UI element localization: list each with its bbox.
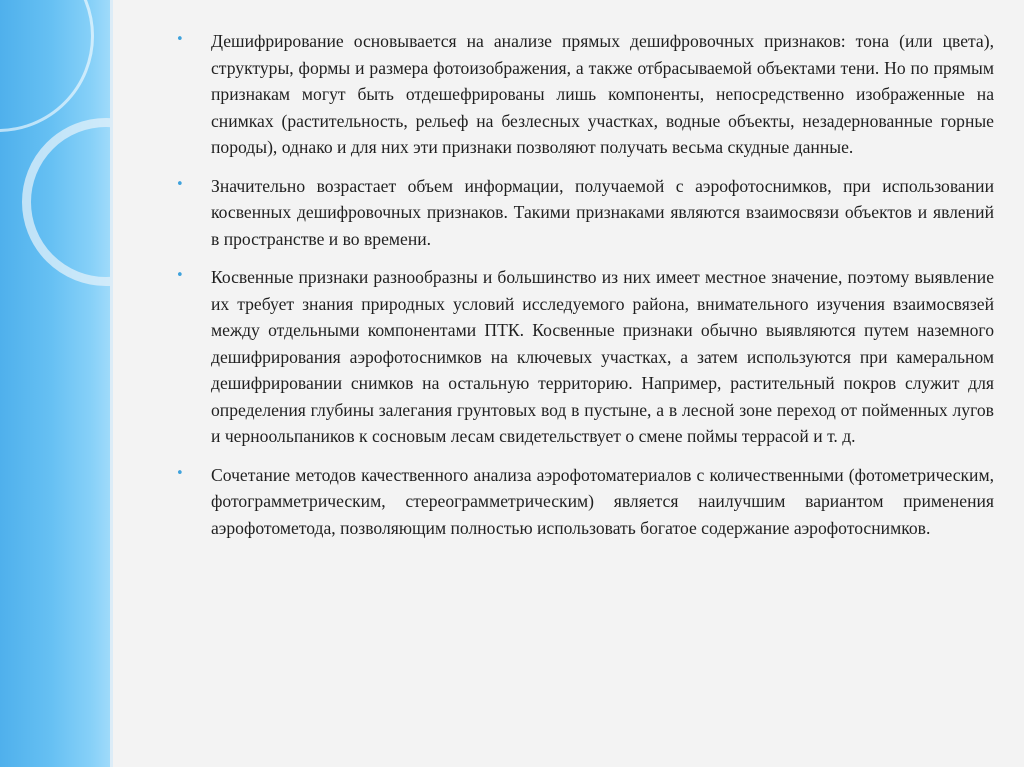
bullet-item [176,28,994,161]
paragraph-text: Дешифрирование основывается на анализе прямых дешифровочных признаков: тона (или цвета), структуры, формы и размера фотоизображения, а также отбрасываемой объектами тени. Но по прямым признакам могут быть отдешефрированы лишь компоненты, непосредственно изображенные на снимках (растительность, рельеф на безлесных участках, водные объекты, незадернованные горные породы), однако и для них эти признаки позволяют получать весьма скудные данные. [211,31,994,157]
paragraph-text: Косвенные признаки разнообразны и большинство из них имеет местное значение, поэтому выявление их требует знания природных условий исследуемого района, внимательного изучения взаимосвязей между отдельными компонентами ПТК. Косвенные признаки обычно выявляются путем наземного дешифрирования аэрофотоснимков на ключевых участках, а затем используются при камеральном дешифрировании снимков на остальную территорию. Например, растительный покров служит для определения глубины залегания грунтовых вод в пустыне, а в лесной зоне переход от пойменных лугов и черноольпаников к сосновым лесам свидетельствует о смене поймы террасой и т. д. [211,267,994,446]
bullet-icon: • [176,176,184,192]
bullet-item [176,173,994,253]
decorative-side-band [0,0,113,767]
bullet-item [176,264,994,450]
bullet-icon: • [176,32,184,47]
paragraph-text: Значительно возрастает объем информации, получаемой с аэрофотоснимков, при использовании косвенных дешифровочных признаков. Такими признаками являются взаимосвязи объектов и явлений в пространстве и во времени. [211,175,994,249]
decorative-ring-middle [22,118,113,286]
bullet-item [176,462,994,542]
bullet-icon: • [176,268,184,283]
decorative-ring-top [0,0,94,132]
bullet-icon: • [176,465,184,481]
paragraph-text: Сочетание методов качественного анализа аэрофотоматериалов с количественными (фотометрическим, фотограмметрическим, стереограмметрическим) является наилучшим вариантом применения аэрофотометода, позволяющим полностью использовать богатое содержание аэрофотоснимков. [211,464,994,538]
slide-body [176,28,994,553]
